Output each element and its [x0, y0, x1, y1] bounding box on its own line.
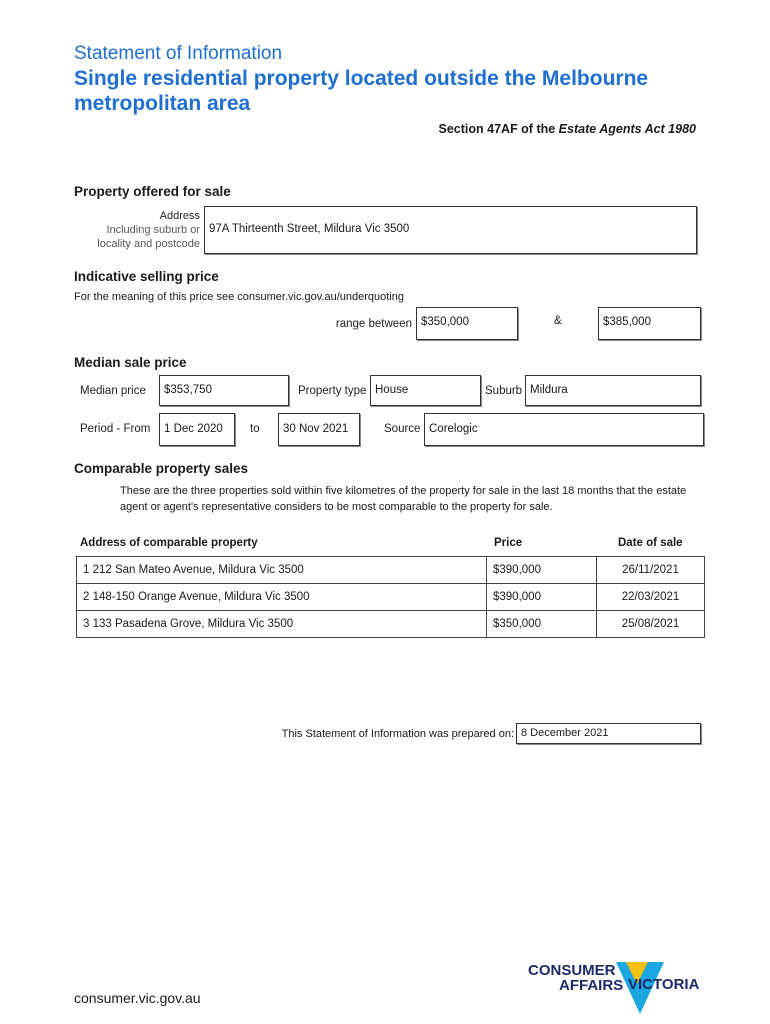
period-to-label: to [250, 423, 260, 435]
underquoting-note: For the meaning of this price see consumer.vic.gov.au/underquoting [74, 291, 404, 303]
comp-address[interactable]: 2 148-150 Orange Avenue, Mildura Vic 3500 [77, 584, 487, 611]
comparable-intro: These are the three properties sold within five kilometres of the property for sale in the last 18 months that the estate agent or agent's representative considers to be most comparable to the property for sale. [120, 485, 687, 513]
suburb-label: Suburb [485, 385, 523, 397]
table-row [77, 611, 705, 638]
indicative-heading: Indicative selling price [74, 269, 219, 284]
prepared-label: This Statement of Information was prepared on: [281, 728, 514, 740]
table-row [77, 584, 705, 611]
act-name: Estate Agents Act 1980 [558, 122, 696, 136]
source-field[interactable]: Corelogic [424, 413, 704, 446]
address-field[interactable]: 97A Thirteenth Street, Mildura Vic 3500 [204, 206, 697, 254]
comparable-heading: Comparable property sales [74, 461, 249, 476]
period-from-field[interactable]: 1 Dec 2020 [159, 413, 235, 446]
property-heading: Property offered for sale [74, 184, 231, 199]
comparable-table [76, 556, 705, 638]
section-ref-prefix: Section 47AF of the [438, 122, 559, 136]
prepared-date-field[interactable]: 8 December 2021 [516, 723, 701, 744]
range-label: range between [335, 318, 412, 330]
property-type-label: Property type [298, 385, 367, 397]
price-low-field[interactable]: $350,000 [416, 307, 518, 340]
comp-price[interactable]: $390,000 [487, 584, 597, 611]
median-price-label: Median price [80, 385, 146, 397]
median-heading: Median sale price [74, 355, 187, 370]
period-from-label: Period - From [80, 423, 151, 435]
logo-line-2: AFFAIRS [559, 977, 624, 994]
col-date-header: Date of sale [618, 537, 683, 549]
median-price-field[interactable]: $353,750 [159, 375, 289, 406]
period-to-field[interactable]: 30 Nov 2021 [278, 413, 360, 446]
document-title: Single residential property located outside the Melbourne metropolitan area [74, 67, 649, 115]
address-hint-1: Including suburb or [106, 224, 200, 236]
address-hint-2: locality and postcode [97, 238, 200, 250]
table-row [77, 557, 705, 584]
suburb-field[interactable]: Mildura [525, 375, 701, 406]
comp-address[interactable]: 1 212 San Mateo Avenue, Mildura Vic 3500 [77, 557, 487, 584]
address-label-main: Address [159, 210, 200, 222]
comp-date[interactable]: 26/11/2021 [597, 557, 705, 584]
source-label: Source [384, 423, 421, 435]
comp-price[interactable]: $350,000 [487, 611, 597, 638]
section-reference [439, 122, 696, 136]
col-price-header: Price [494, 537, 523, 549]
footer-url[interactable]: consumer.vic.gov.au [74, 990, 201, 1006]
comp-date[interactable]: 22/03/2021 [597, 584, 705, 611]
document-kicker: Statement of Information [74, 43, 283, 64]
comp-date[interactable]: 25/08/2021 [597, 611, 705, 638]
price-high-field[interactable]: $385,000 [598, 307, 701, 340]
address-label [97, 209, 200, 251]
logo-line-1: CONSUMER [528, 962, 616, 979]
consumer-affairs-victoria-logo [528, 958, 708, 1018]
col-address-header: Address of comparable property [80, 537, 258, 549]
logo-graphic [528, 958, 708, 1018]
and-symbol: & [554, 315, 562, 327]
logo-line-3: VICTORIA [628, 976, 700, 993]
property-type-field[interactable]: House [370, 375, 481, 406]
comp-address[interactable]: 3 133 Pasadena Grove, Mildura Vic 3500 [77, 611, 487, 638]
comp-price[interactable]: $390,000 [487, 557, 597, 584]
